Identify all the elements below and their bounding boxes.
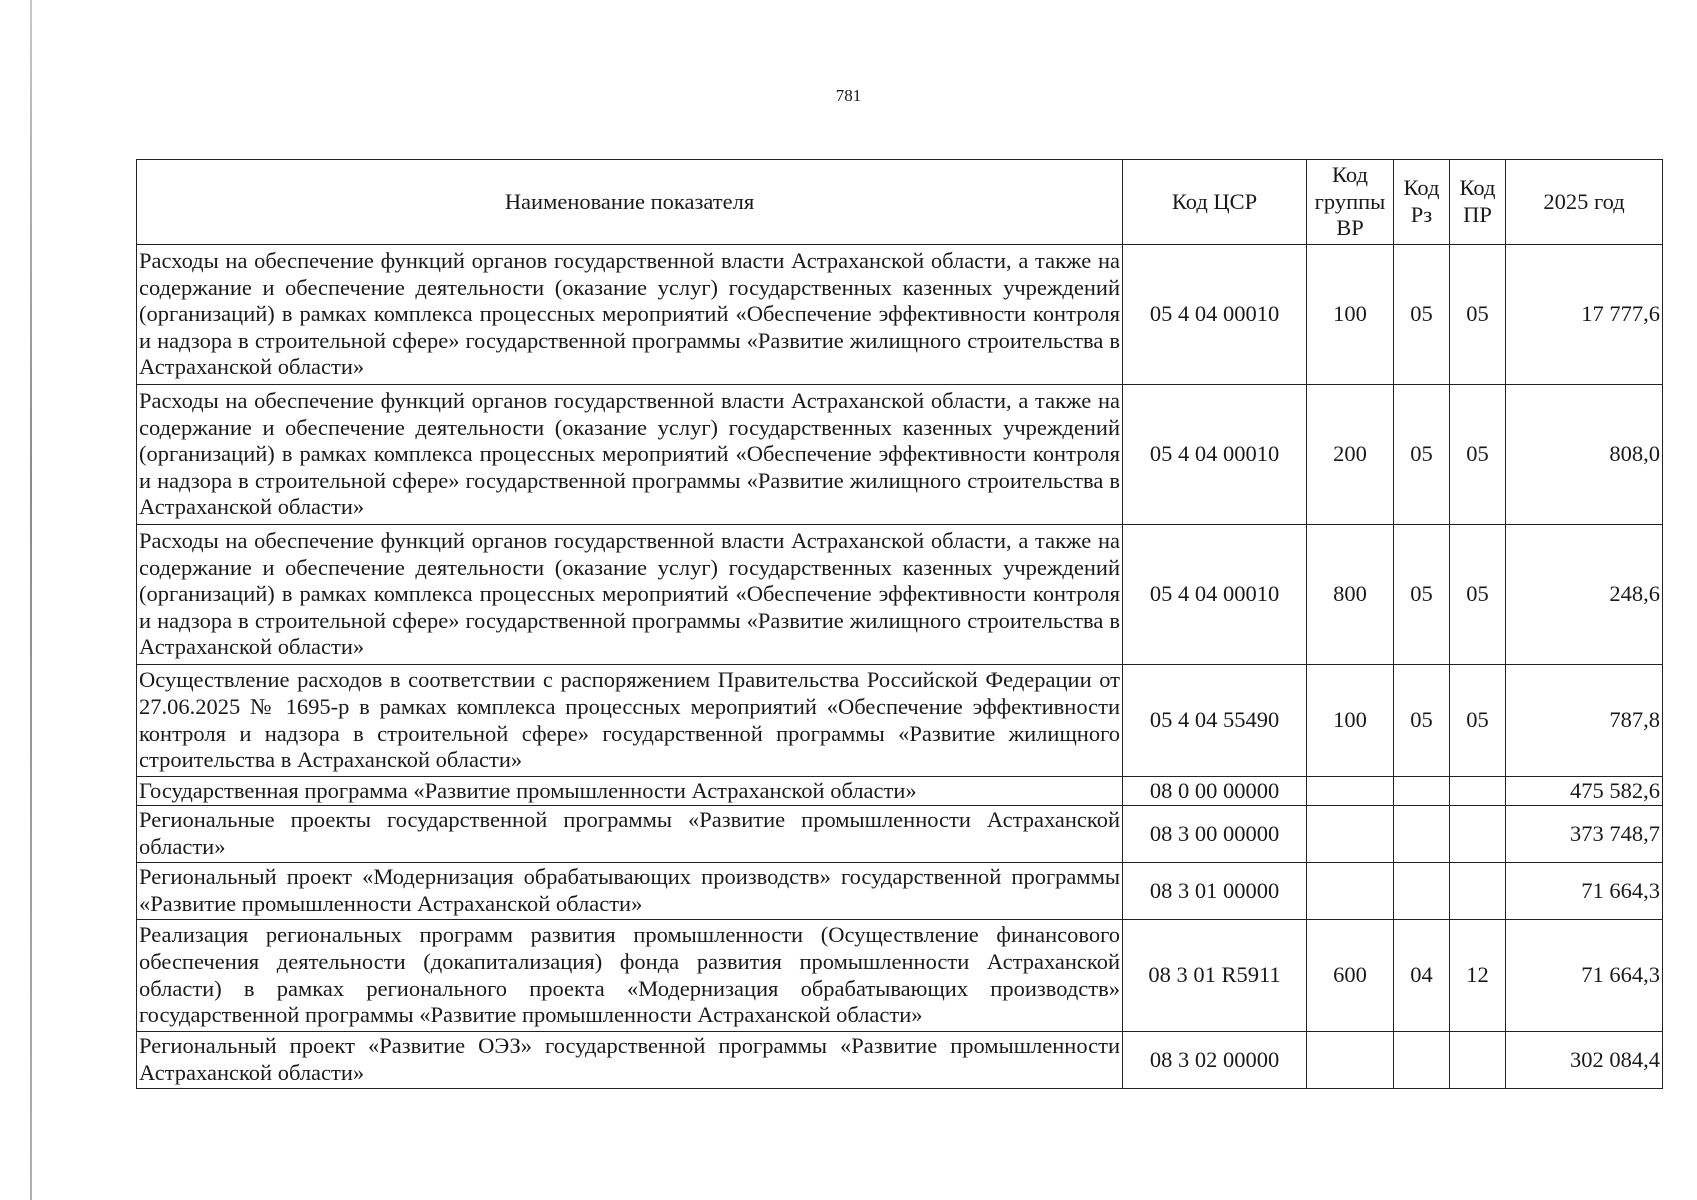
row-csr: 05 4 04 55490: [1123, 665, 1307, 777]
row-name: Реализация региональных программ развития промышленности (Осуществление финансового обеспечения деятельности (докапитализация) фонда развития промышленности Астраханской области) в рамках регионального проекта «Модернизация обрабатывающих производств» государственной программы «Развитие промышленности Астраханской области»: [137, 920, 1123, 1032]
header-name: Наименование показателя: [137, 160, 1123, 245]
table-row: [137, 863, 1663, 920]
table-row: [137, 1032, 1663, 1089]
row-pr: 12: [1450, 920, 1506, 1032]
table-header-row: [137, 160, 1663, 245]
row-name: Государственная программа «Развитие промышленности Астраханской области»: [137, 777, 1123, 806]
row-rz: 05: [1394, 665, 1450, 777]
row-vr: [1307, 863, 1394, 920]
row-name: Расходы на обеспечение функций органов государственной власти Астраханской области, а также на содержание и обеспечение деятельности (оказание услуг) государственных казенных учреждений (организаций) в рамках комплекса процессных мероприятий «Обеспечение эффективности контроля и надзора в строительной сфере» государственной программы «Развитие жилищного строительства в Астраханской области»: [137, 525, 1123, 665]
row-csr: 05 4 04 00010: [1123, 385, 1307, 525]
row-name: Региональный проект «Модернизация обрабатывающих производств» государственной программы «Развитие промышленности Астраханской области»: [137, 863, 1123, 920]
row-csr: 08 3 01 R5911: [1123, 920, 1307, 1032]
table-row: [137, 245, 1663, 385]
row-name: Осуществление расходов в соответствии с распоряжением Правительства Российской Федерации от 27.06.2025 № 1695-р в рамках комплекса процессных мероприятий «Обеспечение эффективности контроля и надзора в строительной сфере» государственной программы «Развитие жилищного строительства в Астраханской области»: [137, 665, 1123, 777]
row-name: Расходы на обеспечение функций органов государственной власти Астраханской области, а также на содержание и обеспечение деятельности (оказание услуг) государственных казенных учреждений (организаций) в рамках комплекса процессных мероприятий «Обеспечение эффективности контроля и надзора в строительной сфере» государственной программы «Развитие жилищного строительства в Астраханской области»: [137, 245, 1123, 385]
row-vr: 800: [1307, 525, 1394, 665]
row-csr: 08 3 02 00000: [1123, 1032, 1307, 1089]
row-pr: [1450, 1032, 1506, 1089]
row-csr: 05 4 04 00010: [1123, 525, 1307, 665]
header-vr: Код группы ВР: [1307, 160, 1394, 245]
row-rz: [1394, 777, 1450, 806]
header-csr: Код ЦСР: [1123, 160, 1307, 245]
row-pr: 05: [1450, 245, 1506, 385]
row-amount: 373 748,7: [1506, 806, 1663, 863]
row-vr: 100: [1307, 665, 1394, 777]
table-row: [137, 525, 1663, 665]
row-rz: 05: [1394, 525, 1450, 665]
scan-edge: [30, 0, 32, 1200]
row-name: Региональный проект «Развитие ОЭЗ» государственной программы «Развитие промышленности Астраханской области»: [137, 1032, 1123, 1089]
row-rz: [1394, 806, 1450, 863]
row-pr: 05: [1450, 525, 1506, 665]
row-pr: [1450, 863, 1506, 920]
row-name: Региональные проекты государственной программы «Развитие промышленности Астраханской области»: [137, 806, 1123, 863]
table-row: [137, 777, 1663, 806]
row-amount: 302 084,4: [1506, 1032, 1663, 1089]
row-rz: [1394, 1032, 1450, 1089]
row-rz: [1394, 863, 1450, 920]
row-vr: [1307, 806, 1394, 863]
row-rz: 05: [1394, 245, 1450, 385]
table-row: [137, 665, 1663, 777]
row-amount: 787,8: [1506, 665, 1663, 777]
row-amount: 71 664,3: [1506, 863, 1663, 920]
row-amount: 71 664,3: [1506, 920, 1663, 1032]
row-vr: [1307, 777, 1394, 806]
row-pr: [1450, 777, 1506, 806]
row-amount: 475 582,6: [1506, 777, 1663, 806]
row-vr: 600: [1307, 920, 1394, 1032]
row-name: Расходы на обеспечение функций органов государственной власти Астраханской области, а также на содержание и обеспечение деятельности (оказание услуг) государственных казенных учреждений (организаций) в рамках комплекса процессных мероприятий «Обеспечение эффективности контроля и надзора в строительной сфере» государственной программы «Развитие жилищного строительства в Астраханской области»: [137, 385, 1123, 525]
page-number: 781: [835, 86, 862, 105]
row-csr: 08 0 00 00000: [1123, 777, 1307, 806]
row-csr: 05 4 04 00010: [1123, 245, 1307, 385]
row-amount: 248,6: [1506, 525, 1663, 665]
row-csr: 08 3 00 00000: [1123, 806, 1307, 863]
row-vr: 200: [1307, 385, 1394, 525]
header-year: 2025 год: [1506, 160, 1663, 245]
table-row: [137, 385, 1663, 525]
row-vr: 100: [1307, 245, 1394, 385]
table-row: [137, 920, 1663, 1032]
header-rz: Код Рз: [1394, 160, 1450, 245]
budget-table: [136, 159, 1663, 1089]
row-amount: 808,0: [1506, 385, 1663, 525]
row-pr: 05: [1450, 665, 1506, 777]
row-pr: 05: [1450, 385, 1506, 525]
row-csr: 08 3 01 00000: [1123, 863, 1307, 920]
table-row: [137, 806, 1663, 863]
header-pr: Код ПР: [1450, 160, 1506, 245]
row-rz: 05: [1394, 385, 1450, 525]
row-vr: [1307, 1032, 1394, 1089]
row-pr: [1450, 806, 1506, 863]
row-amount: 17 777,6: [1506, 245, 1663, 385]
row-rz: 04: [1394, 920, 1450, 1032]
